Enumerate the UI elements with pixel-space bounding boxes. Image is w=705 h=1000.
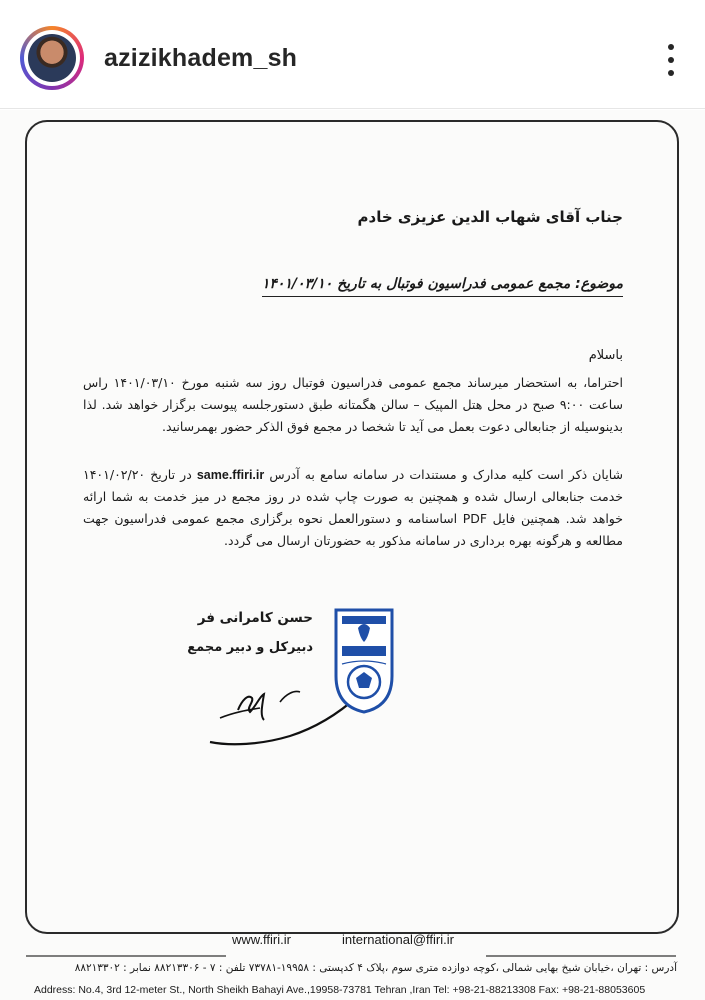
ffiri-logo [332,606,396,714]
letter-image [0,110,705,1000]
username-link[interactable]: azizikhadem_sh [104,44,298,72]
more-vertical-icon[interactable] [664,42,678,78]
letter-subject: موضوع: مجمع عمومی فدراسیون فوتبال به تاریخ ۱۴۰۱/۰۳/۱۰ [262,276,623,297]
avatar[interactable] [24,30,80,86]
footer-links [232,932,484,954]
paragraph-2-after-url: در تاریخ ۱۴۰۱/۰۲/۲۰ خدمت جنابعالی ارسال شده و همچنین به صورت چاپ شده در روز مجمع در میز خدمت به شما ارائه خواهد شد. همچنین فایل PDF اساسنامه و دستورالعمل نحوه برگزاری مجمع عمومی فدراسیون جهت مطالعه و هرگونه بهره برداری در سامانه مذکور به حضورتان ارسال می گردد. [83,467,623,548]
letter-recipient: جناب آقای شهاب الدین عزیزی خادم [357,208,623,226]
footer-website: www.ffiri.ir [232,932,291,947]
avatar-photo [28,34,76,82]
letter-paragraph-1: احتراما، به استحضار میرساند مجمع عمومی فدراسیون فوتبال روز سه شنبه مورخ ۱۴۰۱/۰۳/۱۰ راس ساعت ۹:۰۰ صبح در محل هتل المپیک – سالن هگمتانه طبق دستورجلسه پیوست برگزار خواهد شد. لذا بدینوسیله از جنابعالی دعوت بعمل می آید تا شخصا در مجمع فوق الذکر حضور بهمرسانید. [83,375,623,434]
signer-title: دبیرکل و دبیر مجمع [187,640,313,655]
footer-email: international@ffiri.ir [342,932,454,947]
footer-address-persian: آدرس : تهران ،خیابان شیخ بهایی شمالی ،کوچه دوازده متری سوم ،پلاک ۴ کدپستی : ۱۹۹۵۸-۷۳۷۸۱ تلفن : ۷ - ۸۸۲۱۳۳۰۶ نمابر : ۸۸۲۱۳۳۰۲ [74,962,677,974]
footer-address-english: Address: No.4, 3rd 12-meter St., North Sheikh Bahayi Ave.,19958-73781 Tehran ,Iran Tel: +98-21-88213308 Fax: +98-21-88053605 [34,984,646,996]
paragraph-2-before-url: شایان ذکر است کلیه مدارک و مستندات در سامانه سامع به آدرس [269,467,623,482]
same-portal-url: same.ffiri.ir [196,468,265,482]
letter-greeting: باسلام [588,348,623,363]
signer-name: حسن کامرانی فر [197,610,313,626]
letter-paragraph-2 [83,464,623,552]
instagram-post-header [0,0,705,109]
